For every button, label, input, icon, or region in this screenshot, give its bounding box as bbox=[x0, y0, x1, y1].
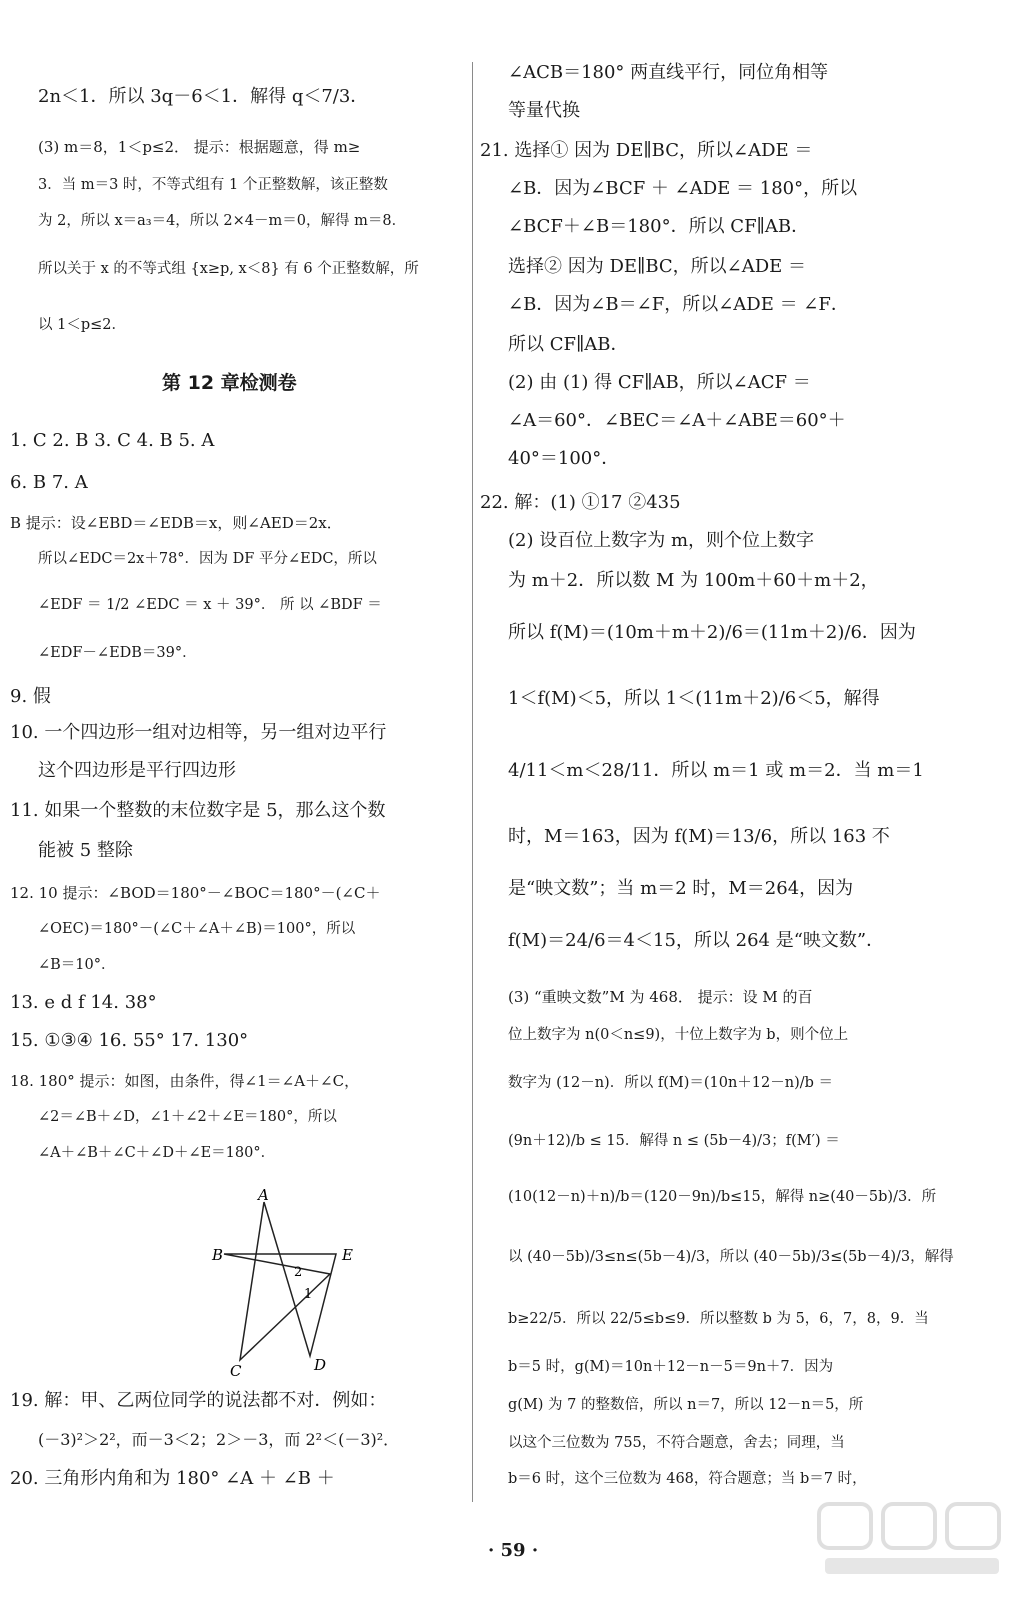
text-line: ∠EDF－∠EDB＝39°． bbox=[38, 645, 197, 661]
text-line: b≥22/5．所以 22/5≤b≤9．所以整数 b 为 5，6，7，8，9．当 bbox=[508, 1311, 929, 1327]
text-line: 4/11＜m＜28/11．所以 m＝1 或 m＝2．当 m＝1 bbox=[508, 760, 924, 781]
text-line: ∠B．因为∠B＝∠F，所以∠ADE ＝ ∠F． bbox=[508, 294, 849, 315]
answer-q12: 12. 10 提示：∠BOD＝180°－∠BOC＝180°－(∠C＋ bbox=[10, 884, 381, 902]
text-line: ∠EDF ＝ 1/2 ∠EDC ＝ x ＋ 39°． 所 以 ∠BDF ＝ bbox=[38, 597, 382, 613]
answer-q10: 10. 一个四边形一组对边相等，另一组对边平行 bbox=[10, 722, 387, 743]
text-line: ∠A＋∠B＋∠C＋∠D＋∠E＝180°． bbox=[38, 1145, 276, 1161]
answer-q8: B 提示：设∠EBD＝∠EDB＝x，则∠AED＝2x． bbox=[10, 514, 342, 532]
text-line: (3) “重映文数”M 为 468． 提示：设 M 的百 bbox=[508, 988, 813, 1006]
label-e: E bbox=[342, 1246, 353, 1264]
text-line: ∠ACB＝180° 两直线平行，同位角相等 bbox=[508, 62, 829, 83]
text-line: ∠OEC)＝180°－(∠C＋∠A＋∠B)＝100°，所以 bbox=[38, 921, 356, 937]
text-line: b＝6 时，这个三位数为 468，符合题意；当 b＝7 时， bbox=[508, 1471, 867, 1487]
text-line: 以 (40－5b)/3≤n≤(5b－4)/3，所以 (40－5b)/3≤(5b－4)/3，解得 bbox=[508, 1249, 954, 1265]
answer-q22: 22. 解：(1) ①17 ②435 bbox=[480, 492, 681, 513]
text-line: ∠B．因为∠BCF ＋ ∠ADE ＝ 180°，所以 bbox=[508, 178, 858, 199]
answer-q20: 20. 三角形内角和为 180° ∠A ＋ ∠B ＋ bbox=[10, 1468, 335, 1489]
text-line: 以 1＜p≤2． bbox=[38, 317, 126, 333]
text-line: (2) 由 (1) 得 CF∥AB，所以∠ACF ＝ bbox=[508, 372, 811, 393]
label-d: D bbox=[314, 1356, 327, 1374]
text-line: 是“映文数”；当 m＝2 时，M＝264，因为 bbox=[508, 878, 854, 899]
answer-q11: 11. 如果一个整数的末位数字是 5，那么这个数 bbox=[10, 800, 386, 821]
text-line: 这个四边形是平行四边形 bbox=[38, 760, 236, 781]
text-line: 为 2，所以 x＝a₃＝4，所以 2×4－m＝0，解得 m＝8． bbox=[38, 213, 407, 229]
text-line: 位上数字为 n(0＜n≤9)，十位上数字为 b，则个位上 bbox=[508, 1027, 849, 1043]
text-line: ∠2＝∠B＋∠D，∠1＋∠2＋∠E＝180°，所以 bbox=[38, 1109, 337, 1125]
text-line: b＝5 时，g(M)＝10n＋12－n－5＝9n＋7．因为 bbox=[508, 1359, 834, 1375]
text-line: 所以 CF∥AB． bbox=[508, 334, 629, 355]
text-line: f(M)＝24/6＝4＜15，所以 264 是“映文数”． bbox=[508, 930, 885, 951]
text-line: 所以 f(M)＝(10m＋m＋2)/6＝(11m＋2)/6．因为 bbox=[508, 622, 916, 643]
answer-q19: 19. 解：甲、乙两位同学的说法都不对．例如： bbox=[10, 1390, 387, 1411]
text-line: 等量代换 bbox=[508, 100, 580, 121]
label-a: A bbox=[258, 1186, 269, 1204]
answer-q6-7: 6. B 7. A bbox=[10, 472, 88, 493]
text-line: (2) 设百位上数字为 m，则个位上数字 bbox=[508, 530, 815, 551]
text-line: ∠B＝10°． bbox=[38, 957, 116, 973]
text-line: 能被 5 整除 bbox=[38, 840, 133, 861]
text-line: 2n＜1．所以 3q－6＜1．解得 q＜7/3． bbox=[38, 86, 369, 107]
text-line: g(M) 为 7 的整数倍，所以 n＝7，所以 12－n＝5，所 bbox=[508, 1397, 864, 1413]
text-line: ∠BCF＋∠B＝180°．所以 CF∥AB． bbox=[508, 216, 810, 237]
star-figure bbox=[206, 1186, 406, 1380]
answer-q15-17: 15. ①③④ 16. 55° 17. 130° bbox=[10, 1030, 249, 1051]
text-line: 所以∠EDC＝2x＋78°．因为 DF 平分∠EDC，所以 bbox=[38, 551, 377, 567]
answer-q13-14: 13. e d f 14. 38° bbox=[10, 992, 157, 1013]
text-line: 选择② 因为 DE∥BC，所以∠ADE ＝ bbox=[508, 256, 807, 277]
text-line: (9n＋12)/b ≤ 15．解得 n ≤ (5b－4)/3；f(M′) ＝ bbox=[508, 1133, 840, 1149]
label-c: C bbox=[230, 1362, 242, 1380]
answer-q9: 9. 假 bbox=[10, 686, 51, 707]
watermark-logo bbox=[817, 1500, 1007, 1580]
label-angle-1: 1 bbox=[304, 1287, 313, 1302]
text-line: (3) m＝8，1＜p≤2． 提示：根据题意，得 m≥ bbox=[38, 138, 361, 156]
text-line: 所以关于 x 的不等式组 {x≥p, x＜8} 有 6 个正整数解，所 bbox=[38, 261, 419, 277]
section-title: 第 12 章检测卷 bbox=[162, 372, 297, 394]
text-line: 为 m＋2．所以数 M 为 100m＋60＋m＋2， bbox=[508, 570, 879, 591]
text-line: 数字为 (12－n)．所以 f(M)＝(10n＋12－n)/b ＝ bbox=[508, 1075, 834, 1091]
text-line: 40°＝100°． bbox=[508, 448, 620, 469]
text-line: 3．当 m＝3 时，不等式组有 1 个正整数解，该正整数 bbox=[38, 177, 388, 193]
column-divider bbox=[472, 62, 473, 1502]
answer-q18: 18. 180° 提示：如图，由条件，得∠1＝∠A＋∠C， bbox=[10, 1072, 360, 1090]
label-b: B bbox=[212, 1246, 224, 1264]
answer-q21: 21. 选择① 因为 DE∥BC，所以∠ADE ＝ bbox=[480, 140, 813, 161]
text-line: 1＜f(M)＜5，所以 1＜(11m＋2)/6＜5，解得 bbox=[508, 688, 880, 709]
text-line: 以这个三位数为 755，不符合题意，舍去；同理，当 bbox=[508, 1435, 845, 1451]
label-angle-2: 2 bbox=[294, 1265, 303, 1280]
text-line: 时，M＝163，因为 f(M)＝13/6，所以 163 不 bbox=[508, 826, 890, 847]
text-line: (－3)²＞2²，而－3＜2；2＞－3，而 2²＜(－3)²． bbox=[38, 1430, 400, 1449]
text-line: (10(12－n)＋n)/b＝(120－9n)/b≤15，解得 n≥(40－5b)/3．所 bbox=[508, 1189, 937, 1205]
page-number: · 59 · bbox=[488, 1540, 539, 1561]
answer-q1-5: 1. C 2. B 3. C 4. B 5. A bbox=[10, 430, 215, 451]
text-line: ∠A＝60°．∠BEC＝∠A＋∠ABE＝60°＋ bbox=[508, 410, 846, 431]
